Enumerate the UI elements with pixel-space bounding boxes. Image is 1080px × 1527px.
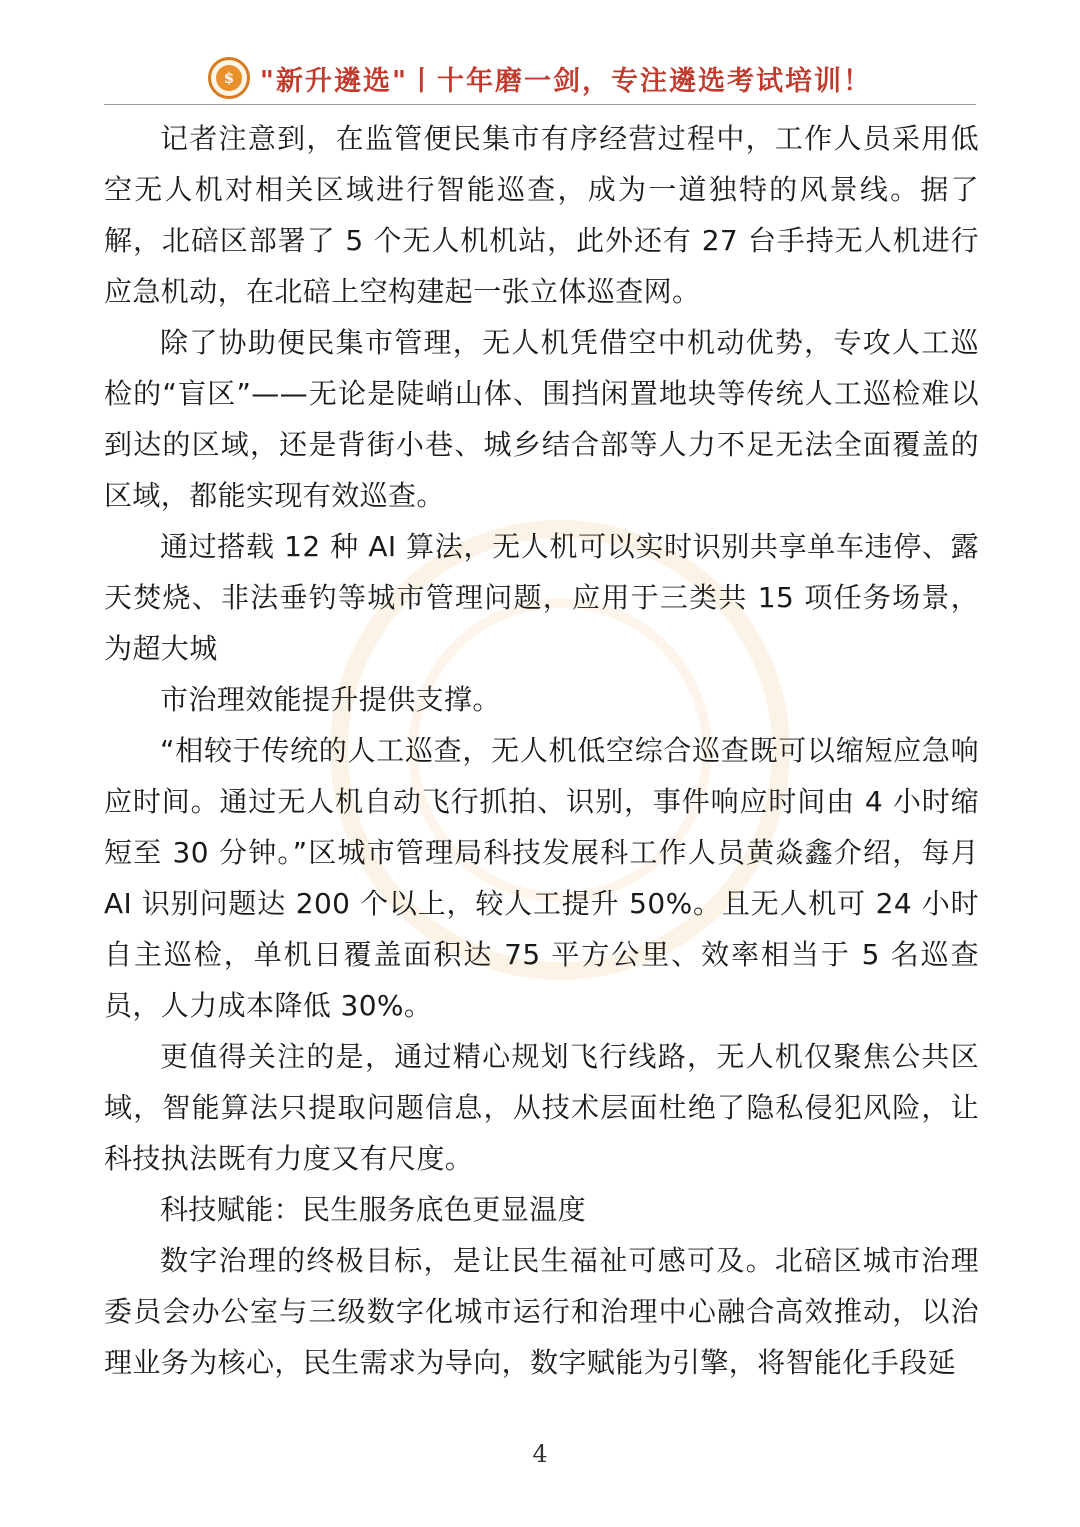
paragraph: 数字治理的终极目标，是让民生福祉可感可及。北碚区城市治理委员会办公室与三级数字化城市运行和治理中心融合高效推动，以治理业务为核心，民生需求为导向，数字赋能为引擎，将智能化手段延 [104,1244,979,1379]
article-body [104,113,979,1388]
paragraph: 记者注意到，在监管便民集市有序经营过程中，工作人员采用低空无人机对相关区域进行智能巡查，成为一道独特的风景线。据了解，北碚区部署了 5 个无人机机站，此外还有 27 台手持无人机进行应急机动，在北碚上空构建起一张立体巡查网。 [104,122,979,308]
paragraph: 除了协助便民集市管理，无人机凭借空中机动优势，专攻人工巡检的“盲区”——无论是陡峭山体、围挡闲置地块等传统人工巡检难以到达的区域，还是背街小巷、城乡结合部等人力不足无法全面覆盖的区域，都能实现有效巡查。 [104,326,979,512]
paragraph: 更值得关注的是，通过精心规划飞行线路，无人机仅聚焦公共区域，智能算法只提取问题信息，从技术层面杜绝了隐私侵犯风险，让科技执法既有力度又有尺度。 [104,1040,979,1175]
section-heading: 科技赋能：民生服务底色更显温度 [160,1193,587,1226]
header-divider [104,104,976,105]
page-number: 4 [532,1440,548,1468]
logo-icon: $ [208,57,250,99]
paragraph: 通过搭载 12 种 AI 算法，无人机可以实时识别共享单车违停、露天焚烧、非法垂钓等城市管理问题，应用于三类共 15 项任务场景，为超大城 [104,530,979,665]
header-slogan: "新升遴选"丨十年磨一剑，专注遴选考试培训！ [259,65,873,97]
paragraph: “相较于传统的人工巡查，无人机低空综合巡查既可以缩短应急响应时间。通过无人机自动飞行抓拍、识别，事件响应时间由 4 小时缩短至 30 分钟。”区城市管理局科技发展科工作人员黄焱鑫介绍，每月 AI 识别问题达 200 个以上，较人工提升 50%。且无人机可 24 小时自主巡检，单机日覆盖面积达 75 平方公里、效率相当于 5 名巡查员，人力成本降低 30%。 [104,734,979,1022]
page-header [104,54,976,102]
paragraph: 市治理效能提升提供支撑。 [160,683,501,716]
